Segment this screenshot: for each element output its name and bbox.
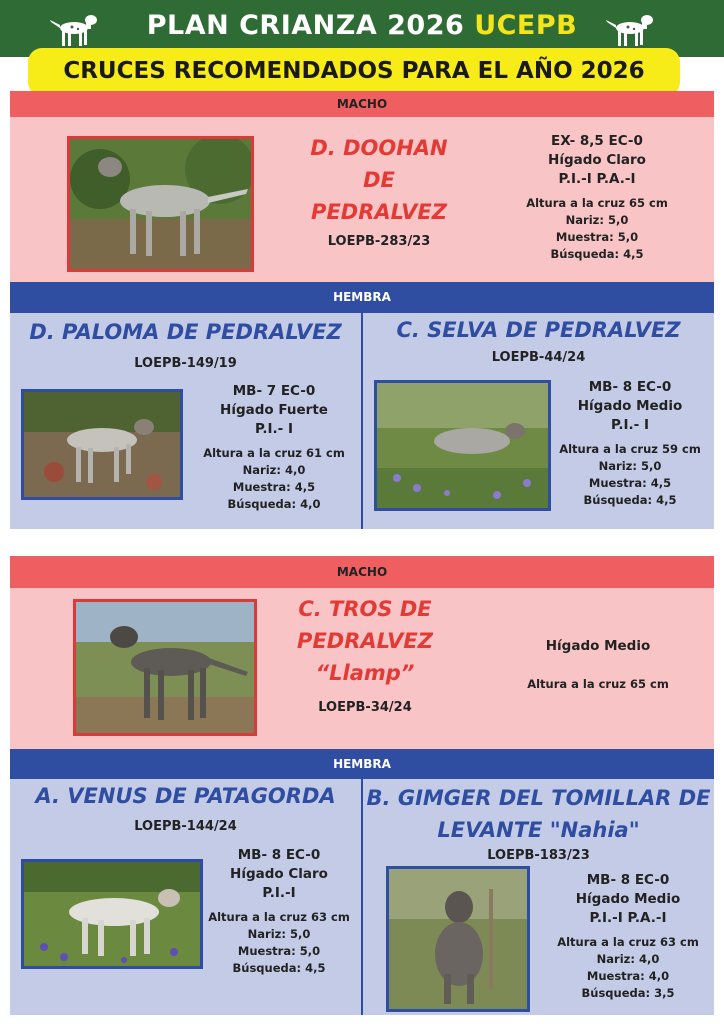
- stats-tros: Hígado Medio Altura a la cruz 65 cm: [527, 638, 669, 691]
- dog-photo-venus: [21, 859, 203, 969]
- registry-selva: LOEPB-44/24: [491, 350, 586, 365]
- female-name-venus: A. VENUS DE PATAGORDA: [35, 784, 336, 808]
- stats-paloma: MB- 7 EC-0 Hígado Fuerte P.I.- I Altura a la cruz 61 cm Nariz: 4,0 Muestra: 4,5 Búsqueda: 4,0: [203, 383, 345, 511]
- page-title: PLAN CRIANZA 2026 UCEPB: [146, 10, 578, 41]
- dog-photo-paloma: [21, 389, 183, 500]
- female-name-paloma: D. PALOMA DE PEDRALVEZ: [29, 320, 342, 344]
- stats-gimger: MB- 8 EC-0 Hígado Medio P.I.-I P.A.-I Altura a la cruz 63 cm Nariz: 4,0 Muestra: 4,0 Búsqueda: 3,5: [557, 872, 699, 1000]
- subtitle-text: CRUCES RECOMENDADOS PARA EL AÑO 2026: [63, 58, 645, 84]
- registry-gimger: LOEPB-183/23: [487, 848, 590, 863]
- male-label-bar-1: MACHO: [10, 91, 714, 117]
- female-label-bar-2: HEMBRA: [10, 749, 714, 779]
- male-name-tros: C. TROS DE PEDRALVEZ “Llamp”: [297, 597, 433, 685]
- female-name-gimger: B. GIMGER DEL TOMILLAR DE LEVANTE "Nahia": [366, 786, 711, 842]
- female-name-selva: C. SELVA DE PEDRALVEZ: [396, 318, 681, 342]
- dog-photo-selva: [374, 380, 551, 511]
- dog-photo-doohan: [67, 136, 254, 272]
- stats-doohan: EX- 8,5 EC-0 Hígado Claro P.I.-I P.A.-I Altura a la cruz 65 cm Nariz: 5,0 Muestra: 5,0 Búsqueda: 4,5: [526, 133, 668, 261]
- stats-selva: MB- 8 EC-0 Hígado Medio P.I.- I Altura a la cruz 59 cm Nariz: 5,0 Muestra: 4,5 Búsqueda: 4,5: [559, 379, 701, 507]
- female-label-bar-1: HEMBRA: [10, 282, 714, 313]
- registry-venus: LOEPB-144/24: [134, 819, 237, 834]
- male-label-bar-2: MACHO: [10, 556, 714, 588]
- dog-photo-gimger: [386, 866, 530, 1012]
- stats-venus: MB- 8 EC-0 Hígado Claro P.I.-I Altura a la cruz 63 cm Nariz: 5,0 Muestra: 5,0 Búsqueda: 4,5: [208, 847, 350, 975]
- registry-doohan: LOEPB-283/23: [327, 234, 431, 249]
- registry-tros: LOEPB-34/24: [318, 700, 412, 715]
- registry-paloma: LOEPB-149/19: [134, 356, 237, 371]
- male-name-doohan: D. DOOHAN DE PEDRALVEZ: [310, 136, 448, 224]
- title-accent: UCEPB: [474, 10, 578, 41]
- dog-photo-tros: [73, 599, 257, 736]
